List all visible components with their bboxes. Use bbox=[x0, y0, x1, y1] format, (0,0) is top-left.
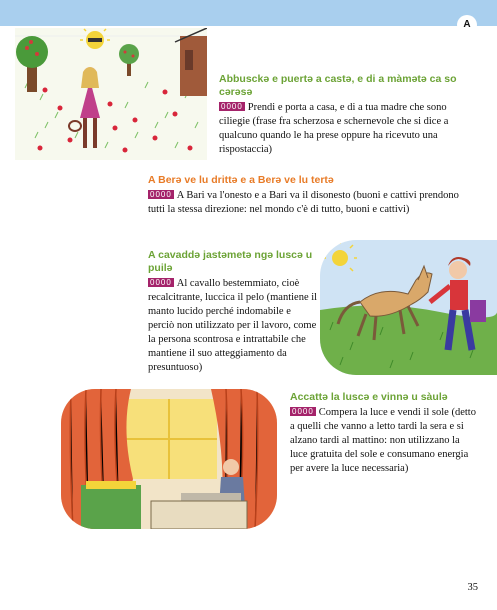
entry-title: A cavaddə jastəmetə ngə luscə u puilə bbox=[148, 249, 313, 274]
entry-4 bbox=[290, 391, 478, 476]
entry-text bbox=[148, 277, 318, 375]
entry-description: A Bari va l'onesto e a Bari va il disonesto (buoni e cattivi prendono tutti la stessa direzione: nel mondo c'è di tutto, buoni e cattivi) bbox=[148, 190, 459, 215]
entry-text bbox=[290, 406, 478, 476]
entry-3 bbox=[148, 249, 318, 375]
entry-number-badge: 0000 bbox=[292, 407, 314, 416]
illustration-room-curtains bbox=[61, 389, 277, 529]
page-number: 35 bbox=[467, 582, 478, 593]
entry-title: A Berə ve lu drittə e a Berə ve lu tertə bbox=[148, 174, 334, 186]
entry-2 bbox=[148, 174, 478, 217]
entry-number-badge: 0000 bbox=[221, 102, 243, 111]
entry-description: Al cavallo bestemmiato, cioè recalcitrante, luccica il pelo (mantiene il manto lucido perché indomabile e perciò non utilizzato per il lavoro, come la persona scontrosa e intrattabile che mantiene il suo atteggiamento da presuntuoso) bbox=[148, 278, 318, 373]
illustration-girl-cherries bbox=[15, 28, 207, 160]
entry-description: Prendi e porta a casa, e di a tua madre che sono ciliegie (frase fra scherzosa e schernevole che si dice a qualcuno quando le ha prese oppure ha ricevuto una rispostaccia) bbox=[219, 102, 449, 155]
entry-text bbox=[219, 101, 477, 157]
illustration-horse bbox=[320, 240, 497, 375]
header-band bbox=[0, 0, 497, 26]
entry-text bbox=[148, 189, 478, 217]
entry-number-badge: 0000 bbox=[150, 190, 172, 199]
entry-number-badge: 0000 bbox=[150, 278, 172, 287]
entry-title: Accattə la luscə e vinnə u sàulə bbox=[290, 391, 448, 403]
entry-1 bbox=[219, 73, 477, 157]
entry-title: Abbusckə e puertə a castə, e di a màmətə ca so cərəsə bbox=[219, 73, 457, 98]
section-letter-badge: A bbox=[457, 15, 477, 35]
entry-description: Compera la luce e vendi il sole (detto a quelli che vanno a letto tardi la sera e si alzano tardi al mattino: non utilizzano la luce gratuita del sole e consumano energia per avere la luce necessaria) bbox=[290, 407, 476, 474]
